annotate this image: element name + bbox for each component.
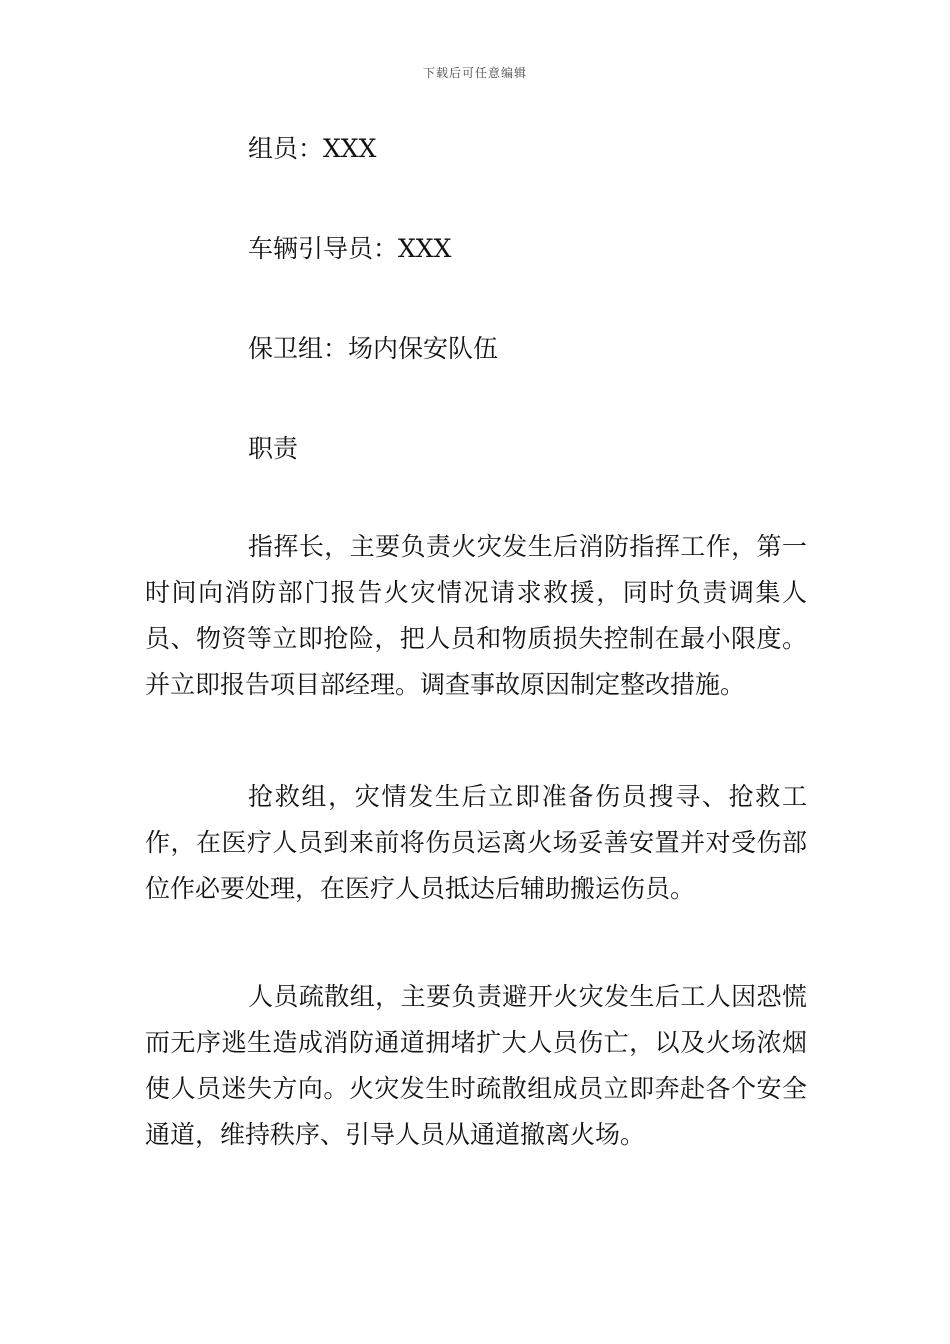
vehicle-guide-line: 车辆引导员：XXX [248, 234, 452, 263]
evacuation-paragraph: 人员疏散组，主要负责避开火灾发生后工人因恐慌而无序逃生造成消防通道拥堵扩大人员伤亡，以及火场浓烟使人员迷失方向。火灾发生时疏散组成员立即奔赴各个安全通道，维持秩序、引导人员从通道撤离火场。 [145, 982, 807, 1149]
rescue-paragraph: 抢救组，灾情发生后立即准备伤员搜寻、抢救工作，在医疗人员到来前将伤员运离火场妥善安置并对受伤部位作必要处理，在医疗人员抵达后辅助搬运伤员。 [145, 782, 807, 903]
commander-paragraph: 指挥长，主要负责火灾发生后消防指挥工作，第一时间向消防部门报告火灾情况请求救援，同时负责调集人员、物资等立即抢险，把人员和物质损失控制在最小限度。并立即报告项目部经理。调查事故原因制定整改措施。 [145, 532, 807, 699]
security-group-line: 保卫组：场内保安队伍 [248, 334, 499, 363]
member-line: 组员：XXX [248, 134, 377, 163]
duties-heading: 职责 [248, 434, 299, 463]
header-note: 下载后可任意编辑 [422, 66, 527, 80]
